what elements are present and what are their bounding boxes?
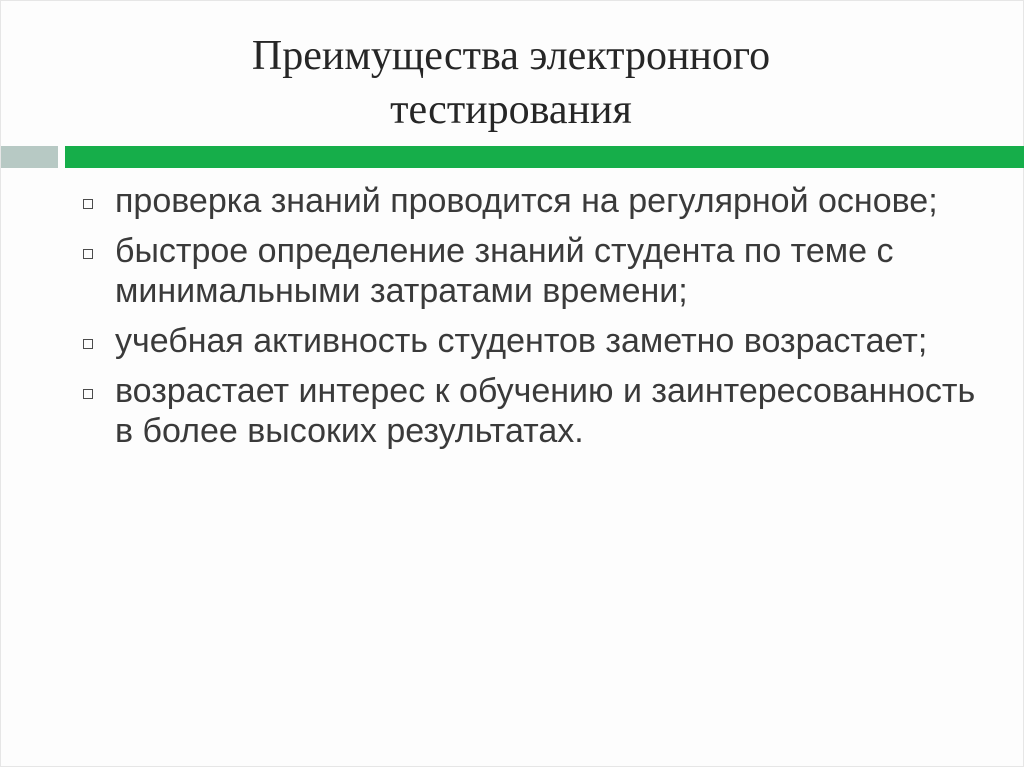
- bullet-item: [79, 231, 979, 311]
- title-line-2: тестирования: [390, 87, 632, 133]
- bullet-text: учебная активность студентов заметно возрастает;: [115, 322, 928, 360]
- bullet-list: [79, 181, 979, 461]
- square-outline-icon: [83, 389, 93, 399]
- bullet-text: проверка знаний проводится на регулярной основе;: [115, 182, 938, 220]
- square-outline-icon: [83, 339, 93, 349]
- title-divider-left: [1, 146, 58, 168]
- title-line-1: Преимущества электронного: [251, 33, 771, 79]
- title-divider-accent: [65, 146, 1024, 168]
- square-outline-icon: [83, 249, 93, 259]
- bullet-item: [79, 371, 979, 451]
- bullet-item: [79, 321, 979, 361]
- square-outline-icon: [83, 199, 93, 209]
- bullet-text: быстрое определение знаний студента по теме с минимальными затратами времени;: [115, 232, 894, 310]
- slide-title: [111, 29, 911, 137]
- bullet-item: [79, 181, 979, 221]
- bullet-text: возрастает интерес к обучению и заинтересованность в более высоких результатах.: [115, 372, 976, 450]
